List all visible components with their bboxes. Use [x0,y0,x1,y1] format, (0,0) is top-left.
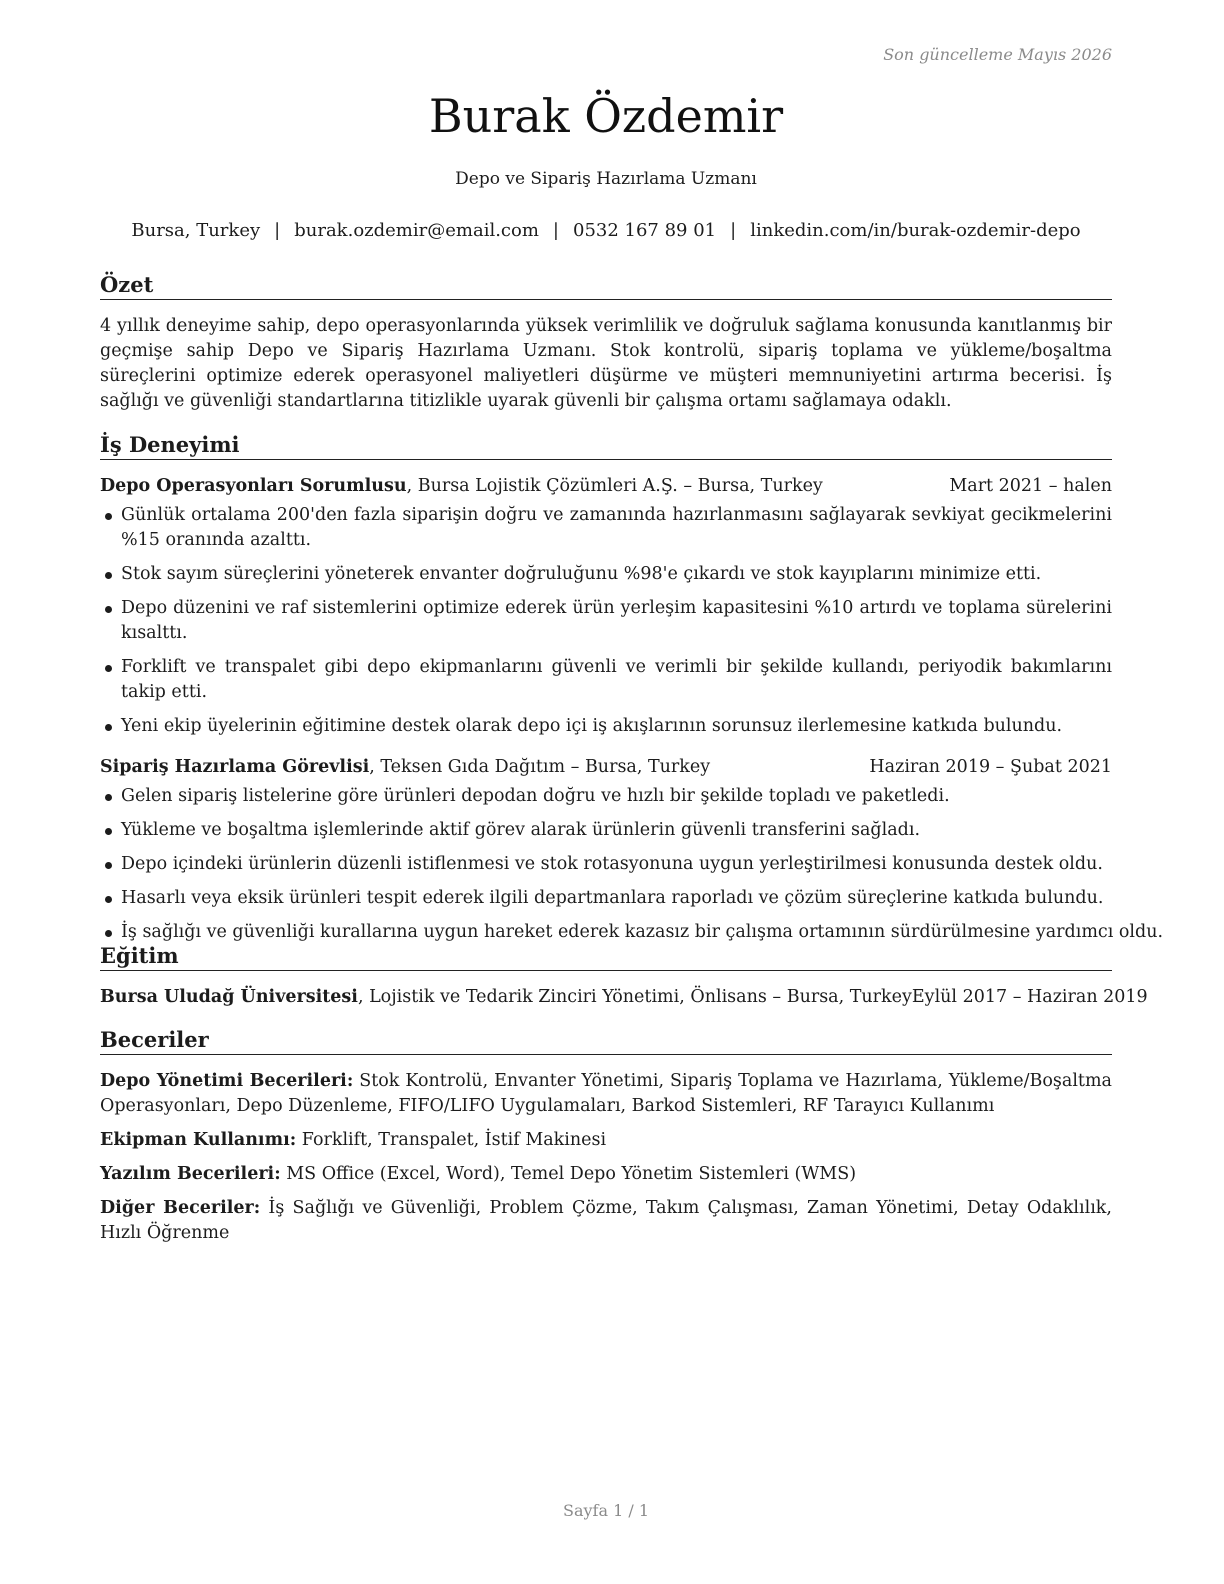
contact-separator: | [730,220,737,241]
job-header [100,755,1112,780]
skill-row [100,1196,1112,1246]
education-school: Bursa Uludağ Üniversitesi [100,987,358,1007]
summary-section [100,271,1112,414]
job-bullets [100,503,1112,739]
skill-row [100,1162,1112,1187]
job-entry [100,755,1164,945]
last-updated: Son güncelleme Mayıs 2026 [883,45,1112,64]
bullet-item: Günlük ortalama 200'den fazla siparişin doğru ve zamanında hazırlanmasını sağlayarak sevkiyat gecikmelerini %15 oranında azalttı. [100,503,1112,553]
skill-value: Stok Kontrolü, Envanter Yönetimi, Sipariş Toplama ve Hazırlama, Yükleme/Boşaltma Operasyonları, Depo Düzenleme, FIFO/LIFO Uygulamaları, Barkod Sistemleri, RF Tarayıcı Kullanımı [100,1071,1112,1116]
skill-row [100,1069,1112,1119]
bullet-item: Gelen sipariş listelerine göre ürünleri depodan doğru ve hızlı bir şekilde topladı ve paketledi. [100,784,1112,809]
contact-email[interactable]: burak.ozdemir@email.com [294,220,539,241]
bullet-item: İş sağlığı ve güvenliği kurallarına uygun hareket ederek kazasız bir çalışma ortamının sürdürülmesine yardımcı oldu. [100,920,1112,945]
skill-value: İş Sağlığı ve Güvenliği, Problem Çözme, Takım Çalışması, Zaman Yönetimi, Detay Odaklılık, Hızlı Öğrenme [100,1198,1112,1243]
resume-page [100,0,1164,1584]
bullet-item: Depo düzenini ve raf sistemlerini optimize ederek ürün yerleşim kapasitesini %10 artırdı ve toplama sürelerini kısalttı. [100,596,1112,646]
bullet-item: Hasarlı veya eksik ürünleri tespit ederek ilgili departmanlara raporladı ve çözüm süreçlerine katkıda bulundu. [100,886,1112,911]
education-heading: Eğitim [100,942,1112,971]
skill-value: MS Office (Excel, Word), Temel Depo Yönetim Sistemleri (WMS) [280,1164,857,1184]
skill-label: Ekipman Kullanımı: [100,1130,297,1150]
skills-list [100,1069,1112,1246]
job-company: , Teksen Gıda Dağıtım – Bursa, Turkey [369,757,711,777]
contact-separator: | [552,220,559,241]
job-entry [100,474,1112,739]
bullet-item: Yükleme ve boşaltma işlemlerinde aktif görev alarak ürünlerin güvenli transferini sağladı. [100,818,1112,843]
contact-line [100,219,1112,243]
bullet-item: Depo içindeki ürünlerin düzenli istiflenmesi ve stok rotasyonuna uygun yerleştirilmesi konusunda destek oldu. [100,852,1112,877]
summary-text: 4 yıllık deneyime sahip, depo operasyonlarında yüksek verimlilik ve doğruluk sağlama konusunda kanıtlanmış bir geçmişe sahip Depo ve Sipariş Hazırlama Uzmanı. Stok kontrolü, sipariş toplama ve yükleme/boşaltma süreçlerini optimize ederek operasyonel maliyetleri düşürme ve müşteri memnuniyetini artırma becerisi. İş sağlığı ve güvenliği standartlarına titizlikle uyarak güvenli bir çalışma ortamı sağlamaya odaklı. [100,316,1112,411]
bullet-item: Forklift ve transpalet gibi depo ekipmanlarını güvenli ve verimli bir şekilde kullandı, periyodik bakımlarını takip etti. [100,655,1112,705]
skill-label: Depo Yönetimi Becerileri: [100,1071,354,1091]
contact-linkedin[interactable]: linkedin.com/in/burak-ozdemir-depo [750,220,1081,241]
job-bullets [100,784,1164,945]
experience-section [100,431,1164,954]
skills-heading: Beceriler [100,1026,1112,1055]
job-title: Depo ve Sipariş Hazırlama Uzmanı [455,169,757,189]
contact-location: Bursa, Turkey [131,220,261,241]
skill-row [100,1128,1112,1153]
contact-phone: 0532 167 89 01 [573,220,717,241]
job-company: , Bursa Lojistik Çözümleri A.Ş. – Bursa, Turkey [406,476,823,496]
skill-label: Diğer Beceriler: [100,1198,261,1218]
education-details: , Lojistik ve Tedarik Zinciri Yönetimi, Önlisans – Bursa, Turkey [357,987,912,1007]
experience-heading: İş Deneyimi [100,431,1112,460]
education-entry [100,985,1148,1010]
skill-label: Yazılım Becerileri: [100,1164,281,1184]
summary-heading: Özet [100,271,1112,300]
job-role: Depo Operasyonları Sorumlusu [100,476,407,496]
job-header [100,474,1112,499]
bullet-item: Yeni ekip üyelerinin eğitimine destek olarak depo içi iş akışlarının sorunsuz ilerlemesine katkıda bulundu. [100,714,1112,739]
job-role: Sipariş Hazırlama Görevlisi [100,757,370,777]
skills-section [100,1026,1112,1255]
page-number: Sayfa 1 / 1 [562,1501,649,1520]
education-section [100,942,1148,1010]
candidate-name: Burak Özdemir [428,89,784,143]
bullet-item: Stok sayım süreçlerini yöneterek envanter doğruluğunu %98'e çıkardı ve stok kayıplarını minimize etti. [100,562,1112,587]
education-dates: Eylül 2017 – Haziran 2019 [911,987,1148,1007]
contact-separator: | [274,220,281,241]
job-dates: Haziran 2019 – Şubat 2021 [869,757,1112,777]
skill-value: Forklift, Transpalet, İstif Makinesi [296,1130,607,1150]
job-dates: Mart 2021 – halen [949,476,1112,496]
